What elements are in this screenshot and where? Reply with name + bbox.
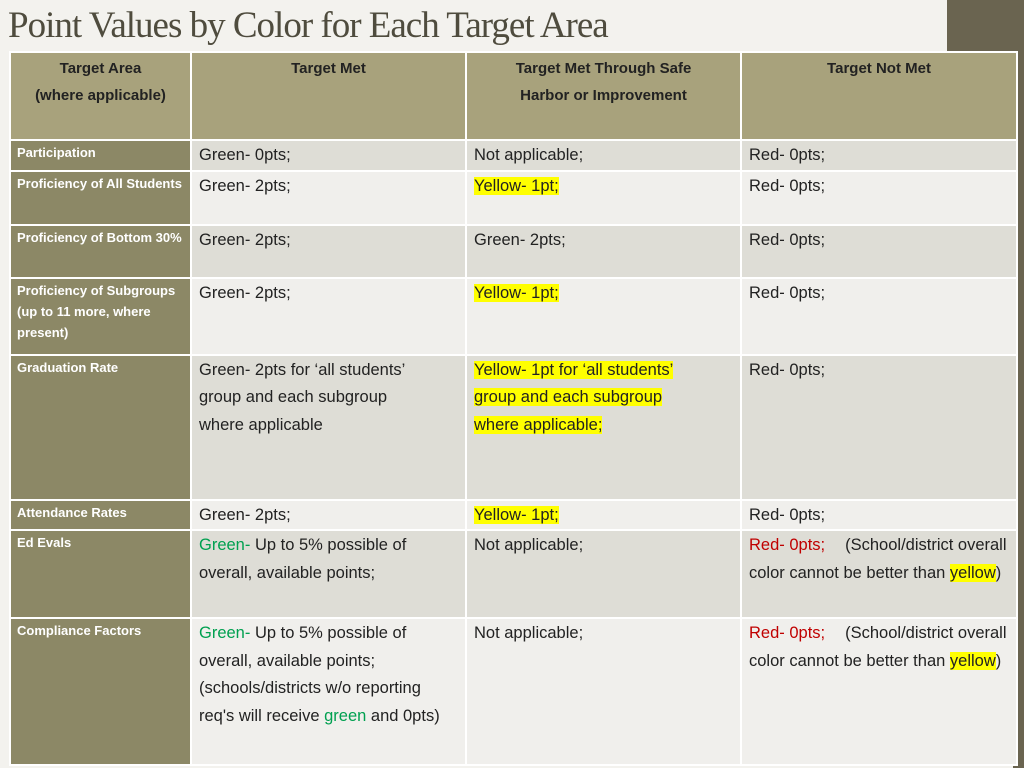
safe-harbor-cell: Not applicable;: [466, 618, 741, 765]
yellow-highlight-text: Yellow- 1pt for ‘all students’: [474, 360, 674, 379]
cell-text: ): [995, 563, 1002, 582]
safe-harbor-cell: Green- 2pts;: [466, 225, 741, 278]
header-target-met-safe-harbor: [466, 52, 741, 140]
table-row-participation: [10, 140, 1017, 171]
green-label: Green-: [199, 536, 251, 554]
target-met-cell: [191, 530, 466, 618]
row-label: Participation: [10, 140, 191, 171]
row-label: Proficiency of Bottom 30%: [10, 225, 191, 278]
red-label: Red- 0pts;: [749, 624, 826, 642]
table-row-proficiency-subgroups: [10, 278, 1017, 355]
cell-text: and 0pts): [366, 706, 440, 725]
header-row: [10, 52, 1017, 140]
target-not-met-cell: Red- 0pts;: [741, 278, 1017, 355]
target-not-met-cell: Red- 0pts;: [741, 140, 1017, 171]
header-target-area-line1: Target Area: [59, 60, 142, 77]
header-safe-line1: Target Met Through Safe: [515, 60, 692, 77]
target-met-cell: Green- 2pts;: [191, 500, 466, 531]
yellow-highlight-text: yellow: [949, 563, 996, 582]
header-target-area-line2: (where applicable): [35, 87, 166, 104]
safe-harbor-cell: [466, 355, 741, 500]
safe-harbor-cell: [466, 278, 741, 355]
target-met-cell: Green- 2pts;: [191, 171, 466, 225]
yellow-highlight-text: Yellow- 1pt;: [474, 283, 559, 302]
target-met-cell: [191, 618, 466, 765]
target-not-met-cell: Red- 0pts;: [741, 225, 1017, 278]
yellow-highlight-text: where applicable;: [474, 415, 603, 434]
cell-text: ): [995, 651, 1002, 670]
target-not-met-cell: Red- 0pts;: [741, 171, 1017, 225]
point-values-table: [9, 51, 1018, 766]
table-row-attendance: [10, 500, 1017, 531]
yellow-highlight-text: yellow: [949, 651, 996, 670]
target-met-cell: [191, 355, 466, 500]
safe-harbor-cell: [466, 500, 741, 531]
table-row-proficiency-all: [10, 171, 1017, 225]
table-row-graduation: [10, 355, 1017, 500]
cell-line: Green- 2pts for ‘all students’: [199, 360, 406, 379]
green-label: Green-: [199, 624, 251, 642]
yellow-highlight-text: Yellow- 1pt;: [474, 505, 559, 524]
red-label: Red- 0pts;: [749, 536, 826, 554]
yellow-highlight-text: Yellow- 1pt;: [474, 176, 559, 195]
cell-text: Up to 5% possible of overall, available points;: [199, 536, 407, 582]
row-label: Compliance Factors: [10, 618, 191, 765]
row-label: Proficiency of All Students: [10, 171, 191, 225]
slide-title: Point Values by Color for Each Target Area: [8, 5, 608, 46]
target-not-met-cell: [741, 618, 1017, 765]
header-target-met: Target Met: [191, 52, 466, 140]
header-safe-line2: Harbor or Improvement: [520, 87, 687, 104]
target-not-met-cell: [741, 530, 1017, 618]
safe-harbor-cell: Not applicable;: [466, 530, 741, 618]
cell-line: group and each subgroup: [199, 388, 388, 406]
cell-text: Up to 5% possible of overall, available points; (schools/districts w/o reporting req's will receive: [199, 624, 421, 725]
yellow-highlight-text: group and each subgroup: [474, 388, 663, 406]
cell-text: (School/district overall color cannot be better than: [749, 624, 1007, 670]
table-row-proficiency-bottom: [10, 225, 1017, 278]
row-label: Graduation Rate: [10, 355, 191, 500]
header-target-not-met: Target Not Met: [741, 52, 1017, 140]
target-not-met-cell: Red- 0pts;: [741, 500, 1017, 531]
row-label: Ed Evals: [10, 530, 191, 618]
target-not-met-cell: Red- 0pts;: [741, 355, 1017, 500]
table-row-compliance: [10, 618, 1017, 765]
row-label: Attendance Rates: [10, 500, 191, 531]
green-word: green: [324, 706, 367, 725]
cell-text: (School/district overall color cannot be better than: [749, 536, 1007, 582]
safe-harbor-cell: [466, 171, 741, 225]
table-row-ed-evals: [10, 530, 1017, 618]
header-target-area: [10, 52, 191, 140]
target-met-cell: Green- 2pts;: [191, 225, 466, 278]
corner-decoration: [947, 0, 1024, 58]
safe-harbor-cell: Not applicable;: [466, 140, 741, 171]
target-met-cell: Green- 0pts;: [191, 140, 466, 171]
target-met-cell: Green- 2pts;: [191, 278, 466, 355]
cell-line: where applicable: [199, 415, 323, 434]
row-label: Proficiency of Subgroups (up to 11 more, where present): [10, 278, 191, 355]
